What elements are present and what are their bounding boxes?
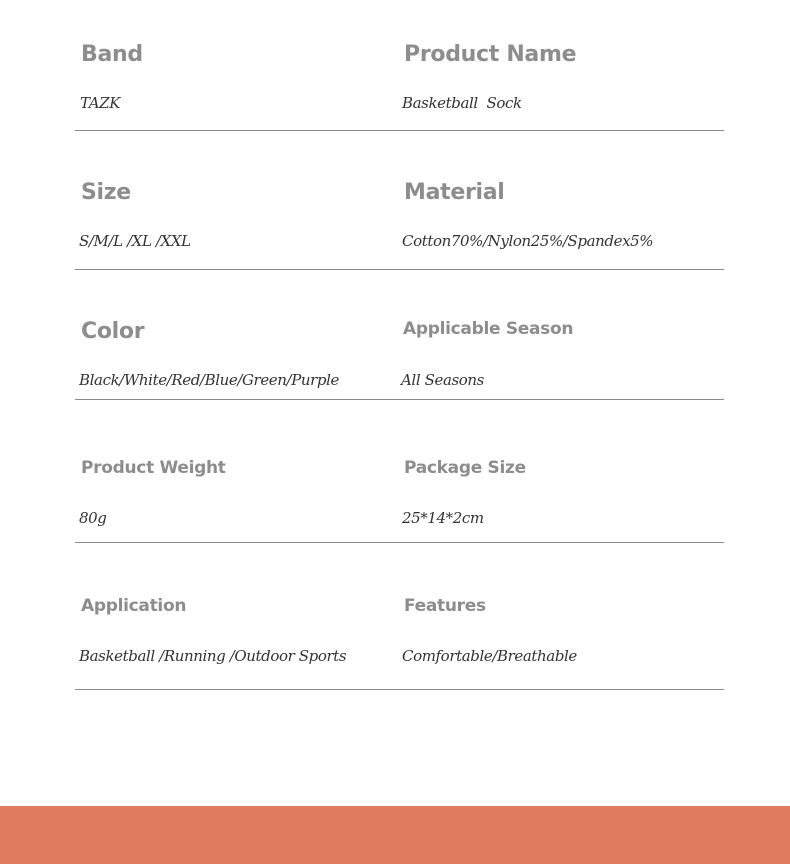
color-value: Black/White/Red/Blue/Green/Purple [79,371,340,389]
band-label: Band [81,42,143,67]
row-divider [75,542,724,543]
application-label: Application [81,596,187,616]
size-label: Size [81,180,131,205]
package-size-label: Package Size [404,458,526,478]
row-divider [75,130,724,131]
band-value: TAZK [80,94,121,112]
row-divider [75,399,724,400]
footer-color-band [0,806,790,864]
product-name-label: Product Name [404,42,577,67]
size-value: S/M/L /XL /XXL [79,232,191,250]
material-value: Cotton70%/Nylon25%/Spandex5% [402,232,654,250]
features-value: Comfortable/Breathable [402,647,577,665]
applicable-season-value: All Seasons [401,371,484,389]
features-label: Features [404,596,486,616]
applicable-season-label: Applicable Season [403,319,574,339]
product-weight-value: 80g [79,509,107,527]
color-label: Color [81,319,145,344]
product-weight-label: Product Weight [81,458,226,478]
material-label: Material [404,180,505,205]
package-size-value: 25*14*2cm [402,509,484,527]
row-divider [75,689,724,690]
product-name-value: Basketball Sock [402,94,522,112]
row-divider [75,269,724,270]
application-value: Basketball /Running /Outdoor Sports [79,647,347,665]
